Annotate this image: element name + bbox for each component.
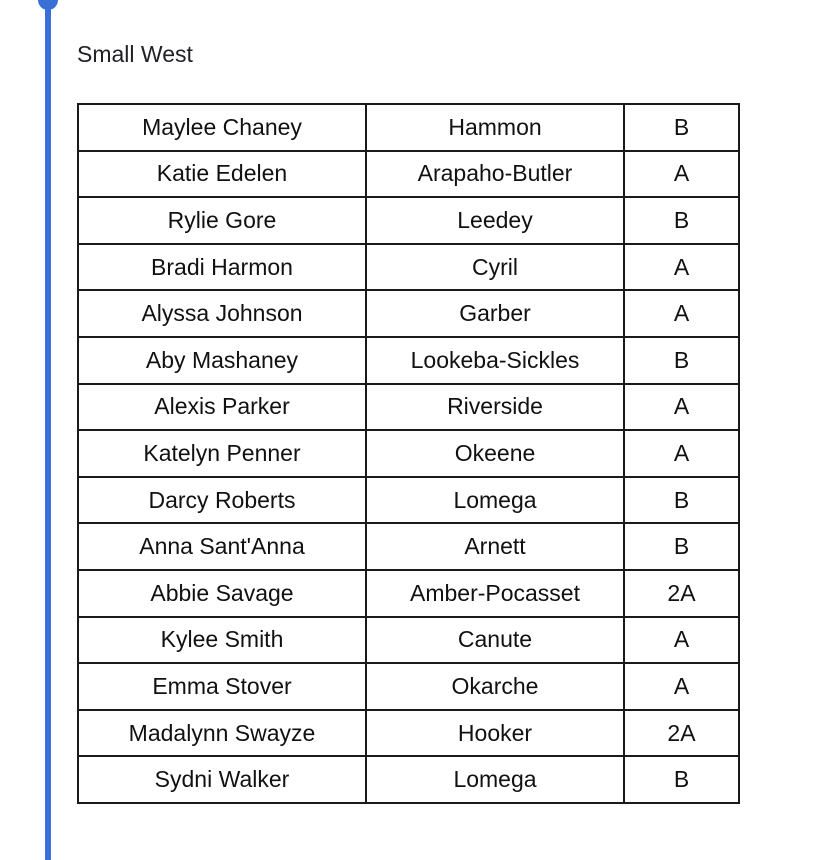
school-cell: Canute (366, 617, 624, 664)
player-name-cell: Maylee Chaney (78, 104, 366, 151)
school-cell: Riverside (366, 384, 624, 431)
player-name-cell: Alexis Parker (78, 384, 366, 431)
class-cell: A (624, 290, 739, 337)
school-cell: Lomega (366, 477, 624, 524)
table-row (78, 710, 739, 757)
table-row (78, 290, 739, 337)
class-cell: A (624, 151, 739, 198)
table-row (78, 337, 739, 384)
class-cell: A (624, 384, 739, 431)
table-row (78, 104, 739, 151)
player-name-cell: Emma Stover (78, 663, 366, 710)
player-name-cell: Katie Edelen (78, 151, 366, 198)
table-row (78, 151, 739, 198)
table-row (78, 197, 739, 244)
school-cell: Garber (366, 290, 624, 337)
school-cell: Cyril (366, 244, 624, 291)
school-cell: Lookeba-Sickles (366, 337, 624, 384)
class-cell: B (624, 337, 739, 384)
table-row (78, 756, 739, 803)
school-cell: Arapaho-Butler (366, 151, 624, 198)
table-row (78, 477, 739, 524)
player-name-cell: Bradi Harmon (78, 244, 366, 291)
player-name-cell: Sydni Walker (78, 756, 366, 803)
school-cell: Lomega (366, 756, 624, 803)
class-cell: A (624, 244, 739, 291)
table-row (78, 523, 739, 570)
player-name-cell: Darcy Roberts (78, 477, 366, 524)
player-name-cell: Rylie Gore (78, 197, 366, 244)
table-row (78, 663, 739, 710)
table-row (78, 430, 739, 477)
table-row (78, 617, 739, 664)
school-cell: Hooker (366, 710, 624, 757)
class-cell: A (624, 617, 739, 664)
player-name-cell: Abbie Savage (78, 570, 366, 617)
class-cell: B (624, 523, 739, 570)
player-name-cell: Kylee Smith (78, 617, 366, 664)
section-title: Small West (77, 41, 193, 67)
school-cell: Hammon (366, 104, 624, 151)
player-name-cell: Alyssa Johnson (78, 290, 366, 337)
class-cell: B (624, 477, 739, 524)
table-row (78, 244, 739, 291)
class-cell: 2A (624, 570, 739, 617)
roster-table-body (78, 104, 739, 803)
thread-accent-dot (38, 0, 58, 10)
roster-table (77, 103, 740, 804)
school-cell: Okarche (366, 663, 624, 710)
class-cell: B (624, 756, 739, 803)
school-cell: Okeene (366, 430, 624, 477)
player-name-cell: Aby Mashaney (78, 337, 366, 384)
school-cell: Amber-Pocasset (366, 570, 624, 617)
table-row (78, 384, 739, 431)
class-cell: B (624, 104, 739, 151)
class-cell: A (624, 663, 739, 710)
thread-accent-bar (45, 0, 51, 860)
player-name-cell: Madalynn Swayze (78, 710, 366, 757)
school-cell: Leedey (366, 197, 624, 244)
class-cell: B (624, 197, 739, 244)
table-row (78, 570, 739, 617)
player-name-cell: Katelyn Penner (78, 430, 366, 477)
player-name-cell: Anna Sant'Anna (78, 523, 366, 570)
school-cell: Arnett (366, 523, 624, 570)
class-cell: A (624, 430, 739, 477)
class-cell: 2A (624, 710, 739, 757)
